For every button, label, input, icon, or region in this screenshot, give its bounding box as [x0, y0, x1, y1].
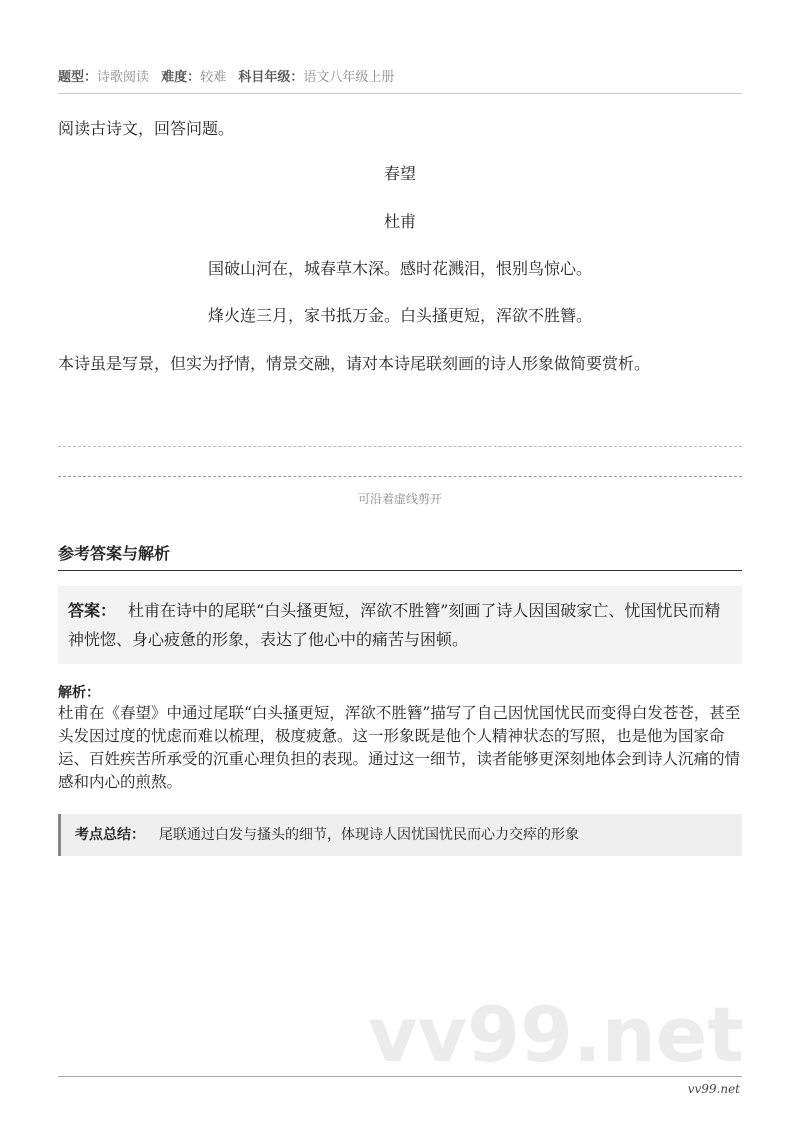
grade-value: 语文八年级上册 — [303, 70, 395, 85]
answer-text: 杜甫在诗中的尾联“白头搔更短，浑欲不胜簪”刻画了诗人因国破家亡、忧国忧民而精神恍惚、身心疲惫的形象，表达了他心中的痛苦与困顿。 — [68, 601, 721, 649]
instruction: 阅读古诗文，回答问题。 — [58, 119, 235, 138]
footer-text: vv99.net — [687, 1082, 740, 1096]
footer-divider — [58, 1076, 742, 1077]
dashed-line — [58, 446, 742, 447]
cut-line — [58, 476, 742, 477]
grade-label: 科目年级： — [238, 70, 304, 85]
analysis-label: 解析： — [58, 685, 100, 701]
difficulty-label: 难度： — [161, 70, 201, 85]
divider — [58, 93, 742, 94]
key-point-label: 考点总结： — [75, 827, 145, 843]
cut-hint: 可沿着虚线剪开 — [357, 492, 442, 506]
difficulty-value: 较难 — [200, 70, 227, 85]
section-title: 参考答案与解析 — [58, 541, 742, 571]
key-point-box — [58, 814, 742, 856]
poem-author: 杜甫 — [383, 212, 416, 231]
answer-box — [58, 586, 742, 664]
poem-line: 国破山河在，城春草木深。感时花溅泪，恨别鸟惊心。 — [207, 259, 592, 278]
analysis-text: 杜甫在《春望》中通过尾联“白头搔更短，浑欲不胜簪”描写了自己因忧国忧民而变得白发苍苍，甚至头发因过度的忧虑而难以梳理，极度疲惫。这一形象既是他个人精神状态的写照，也是他为国家命运、百姓疾苦所承受的沉重心理负担的表现。通过这一细节，读者能够更深刻地体会到诗人沉痛的情感和内心的煎熬。 — [58, 704, 741, 791]
poem-title: 春望 — [383, 164, 416, 183]
question-text: 本诗虽是写景，但实为抒情，情景交融，请对本诗尾联刻画的诗人形象做简要赏析。 — [58, 354, 651, 373]
poem-line: 烽火连三月，家书抵万金。白头搔更短，浑欲不胜簪。 — [207, 306, 592, 325]
watermark: vv99.net — [368, 990, 744, 1079]
question-meta — [58, 66, 402, 85]
type-value: 诗歌阅读 — [97, 70, 150, 85]
type-label: 题型： — [58, 70, 98, 85]
answer-label: 答案： — [68, 601, 117, 620]
key-point-text: 尾联通过白发与搔头的细节，体现诗人因忧国忧民而心力交瘁的形象 — [159, 827, 579, 843]
